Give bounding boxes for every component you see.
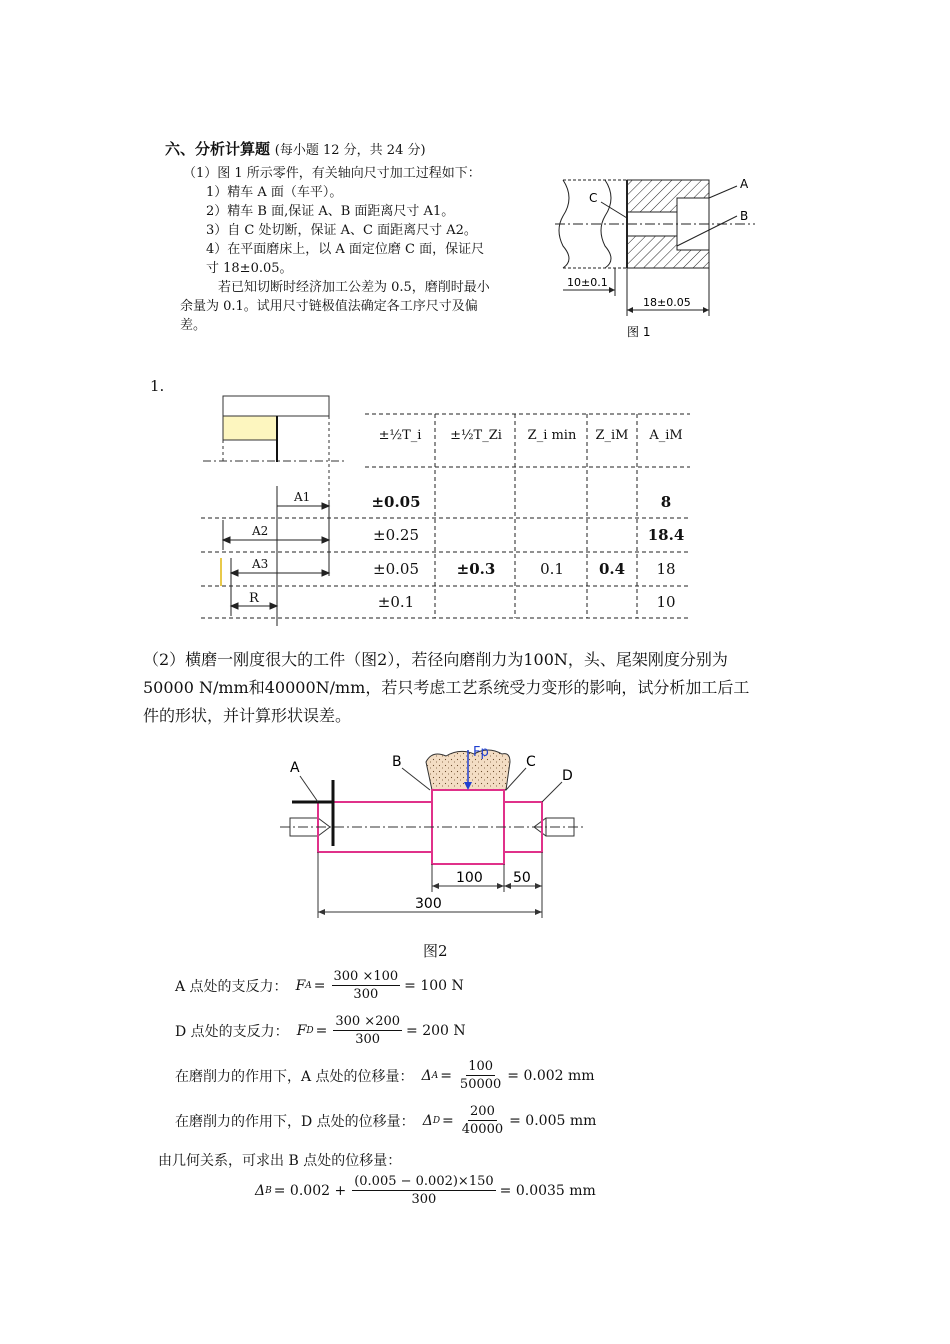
fig2-label-a: A	[290, 760, 300, 776]
section-title: 六、分析计算题	[165, 140, 271, 158]
fig2-dim-100: 100	[456, 870, 483, 886]
table-cell-r-aim: 10	[656, 593, 676, 611]
fig1-dim-1: 10±0.1	[567, 276, 608, 289]
table-cell-a2-ti: ±0.25	[373, 526, 419, 544]
equation-delta-a-den: 50000	[459, 1077, 502, 1092]
equation-fd-rhs: = 200 N	[406, 1022, 466, 1039]
problem2-text: （2）横磨一刚度很大的工件（图2），若径向磨削力为100N，头、尾架刚度分别为50000 N/mm和40000N/mm，若只考虑工艺系统受力变形的影响，试分析加工后工件的形状，并计算形状误差。	[143, 650, 750, 725]
problem1-line-2: 2）精车 B 面,保证 A、B 面距离尺寸 A1。	[206, 204, 455, 219]
table-cell-a1-ti: ±0.05	[371, 493, 421, 511]
table-cell-a3-zim: 0.4	[598, 560, 626, 578]
fig2-label-d: D	[562, 768, 573, 784]
table-header-zimin: Z_i min	[527, 428, 577, 443]
equation-delta-b-num: (0.005 − 0.002)×150	[354, 1174, 494, 1189]
equation-delta-b	[255, 1173, 596, 1208]
problem1-line-4: 4）在平面磨床上，以 A 面定位磨 C 面，保证尺	[206, 242, 485, 257]
equation-fa-rhs: = 100 N	[404, 977, 464, 994]
equation-fa-sub: A	[305, 980, 312, 991]
equation-delta-d-den: 40000	[461, 1122, 504, 1137]
equation-delta-b-rhs: = 0.0035 mm	[499, 1182, 596, 1199]
answer1-number: 1.	[150, 377, 165, 395]
section-heading	[165, 138, 426, 159]
equation-fa-label: A 点处的支反力：	[175, 978, 288, 995]
equation-delta-b-lhs: Δ	[255, 1182, 266, 1199]
equation-delta-b-sub: B	[265, 1185, 272, 1196]
equation-delta-d: 在磨削力的作用下，D 点处的位移量： Δ D = $\frac{200}{40000}$ = 0.005 mm	[175, 1104, 597, 1137]
fig2-label-b: B	[392, 754, 402, 770]
equation-delta-d-sub: D	[432, 1115, 441, 1126]
equation-fa: A 点处的支反力： F A = $\frac{300 \times 100}{300}$ = 100 N	[175, 969, 464, 1002]
table-cell-a3-ti: ±0.05	[373, 560, 419, 578]
figure-2	[270, 740, 610, 935]
table-header-tzi: ±½T_Zi	[450, 428, 502, 443]
equation-delta-a-rhs: = 0.002 mm	[507, 1067, 595, 1084]
equation-delta-b-pre: = 0.002 +	[273, 1182, 347, 1199]
problem1-line-5: 寸 18±0.05。	[206, 261, 293, 276]
table-cell-a3-aim: 18	[656, 560, 676, 578]
fig1-caption: 图 1	[627, 325, 651, 339]
problem1-line-8: 差。	[180, 318, 207, 333]
table-header-ti: ±½T_i	[378, 428, 422, 443]
fig2-caption: 图2	[423, 942, 448, 960]
fig2-dim-50: 50	[513, 870, 531, 886]
equation-delta-a-lhs: Δ	[421, 1067, 432, 1084]
table-header-aim: A_iM	[649, 428, 683, 443]
problem1-line-1: 1）精车 A 面（车平）。	[206, 185, 343, 200]
chain-label-a3: A3	[252, 557, 269, 571]
equation-fd-den: 300	[355, 1032, 381, 1047]
figure-1	[555, 168, 770, 343]
equation-delta-a: 在磨削力的作用下，A 点处的位移量： Δ A = $\frac{100}{50000}$ = 0.002 mm	[175, 1059, 595, 1092]
equation-fd-num: 300 ×200	[335, 1014, 401, 1029]
table-cell-a1-aim: 8	[660, 493, 672, 511]
equation-delta-a-label: 在磨削力的作用下，A 点处的位移量：	[175, 1068, 414, 1085]
equation-delta-d-label: 在磨削力的作用下，D 点处的位移量：	[175, 1113, 415, 1130]
equation-delta-a-num: 100	[468, 1059, 494, 1074]
equation-fd-lhs: F	[296, 1022, 307, 1039]
table-header-zim: Z_iM	[595, 428, 629, 443]
fig1-label-b: B	[740, 209, 749, 223]
fig1-label-c: C	[589, 191, 598, 205]
equation-fd: D 点处的支反力： F D = $\frac{300 \times 200}{300}$ = 200 N	[175, 1014, 466, 1047]
answer1-chain-diagram	[195, 390, 695, 630]
equation-delta-b-label: 由几何关系，可求出 B 点处的位移量：	[158, 1153, 402, 1169]
equation-fa-lhs: F	[295, 977, 306, 994]
equation-fd-label: D 点处的支反力：	[175, 1023, 289, 1040]
fig1-dim-2: 18±0.05	[643, 296, 691, 309]
equation-fa-den: 300	[353, 987, 379, 1002]
fig2-dim-300: 300	[415, 896, 442, 912]
equation-delta-b-den: 300	[411, 1192, 437, 1207]
fig1-label-a: A	[740, 177, 749, 191]
equation-fa-num: 300 ×100	[333, 969, 399, 984]
equation-delta-a-sub: A	[431, 1070, 439, 1081]
fig2-force-label: Fp	[473, 745, 489, 760]
chain-label-a2: A2	[252, 524, 269, 538]
problem1-line-7: 余量为 0.1。试用尺寸链极值法确定各工序尺寸及偏	[180, 299, 478, 314]
chain-label-r: R	[249, 591, 259, 606]
section-note: (每小题 12 分，共 24 分)	[274, 143, 426, 158]
equation-delta-d-rhs: = 0.005 mm	[509, 1112, 597, 1129]
problem1-line-6: 若已知切断时经济加工公差为 0.5，磨削时最小	[218, 280, 490, 295]
table-cell-a2-aim: 18.4	[647, 526, 685, 544]
equation-delta-d-lhs: Δ	[422, 1112, 433, 1129]
table-cell-a3-zimin: 0.1	[540, 560, 564, 578]
equation-fd-sub: D	[306, 1025, 314, 1036]
table-cell-r-ti: ±0.1	[377, 593, 415, 611]
problem1-line-3: 3）自 C 处切断，保证 A、C 面距离尺寸 A2。	[206, 223, 477, 238]
equation-delta-d-num: 200	[470, 1104, 495, 1119]
table-cell-a3-tzi: ±0.3	[456, 560, 496, 578]
fig2-label-c: C	[526, 754, 536, 770]
problem1-line-0: （1）图 1 所示零件，有关轴向尺寸加工过程如下：	[183, 166, 481, 181]
chain-label-a1: A1	[294, 490, 311, 504]
